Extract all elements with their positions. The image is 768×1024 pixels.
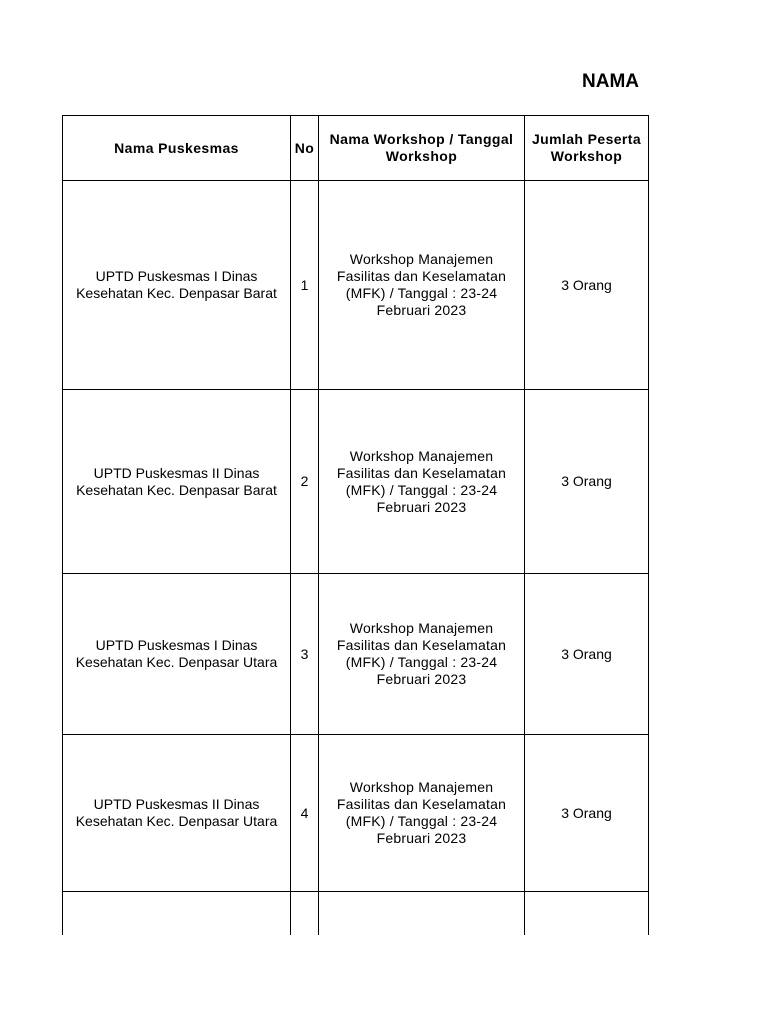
cell-jumlah-peserta: 3 Orang [525,390,649,574]
cell-nama-puskesmas: UPTD Puskesmas I Dinas Kesehatan Kec. Denpasar Barat [63,181,291,390]
cell-jumlah-peserta: 3 Orang [525,181,649,390]
table-row [63,892,649,936]
cell-jumlah-peserta [525,892,649,936]
table-row [63,574,649,735]
cell-nama-puskesmas: UPTD Puskesmas II Dinas Kesehatan Kec. Denpasar Barat [63,390,291,574]
cell-workshop: Workshop Manajemen Fasilitas dan Keselamatan (MFK) / Tanggal : 23-24 Februari 2023 [319,735,525,892]
workshop-table [62,115,649,935]
cell-no: 3 [291,574,319,735]
cell-workshop [319,892,525,936]
cell-jumlah-peserta: 3 Orang [525,735,649,892]
cell-jumlah-peserta: 3 Orang [525,574,649,735]
cell-workshop: Workshop Manajemen Fasilitas dan Keselamatan (MFK) / Tanggal : 23-24 Februari 2023 [319,390,525,574]
cell-workshop: Workshop Manajemen Fasilitas dan Keselamatan (MFK) / Tanggal : 23-24 Februari 2023 [319,574,525,735]
cell-workshop: Workshop Manajemen Fasilitas dan Keselamatan (MFK) / Tanggal : 23-24 Februari 2023 [319,181,525,390]
cell-no [291,892,319,936]
cell-nama-puskesmas: UPTD Puskesmas I Dinas Kesehatan Kec. Denpasar Utara [63,574,291,735]
header-jumlah-peserta: Jumlah Peserta Workshop [525,116,649,181]
document-title: NAMA [582,71,639,92]
header-nama-workshop: Nama Workshop / Tanggal Workshop [319,116,525,181]
table-header-row [63,116,649,181]
cell-no: 2 [291,390,319,574]
table-viewport [62,115,652,935]
cell-no: 4 [291,735,319,892]
cell-nama-puskesmas [63,892,291,936]
table-row [63,181,649,390]
cell-no: 1 [291,181,319,390]
header-nama-puskesmas: Nama Puskesmas [63,116,291,181]
table-row [63,390,649,574]
table-row [63,735,649,892]
header-no: No [291,116,319,181]
cell-nama-puskesmas: UPTD Puskesmas II Dinas Kesehatan Kec. Denpasar Utara [63,735,291,892]
